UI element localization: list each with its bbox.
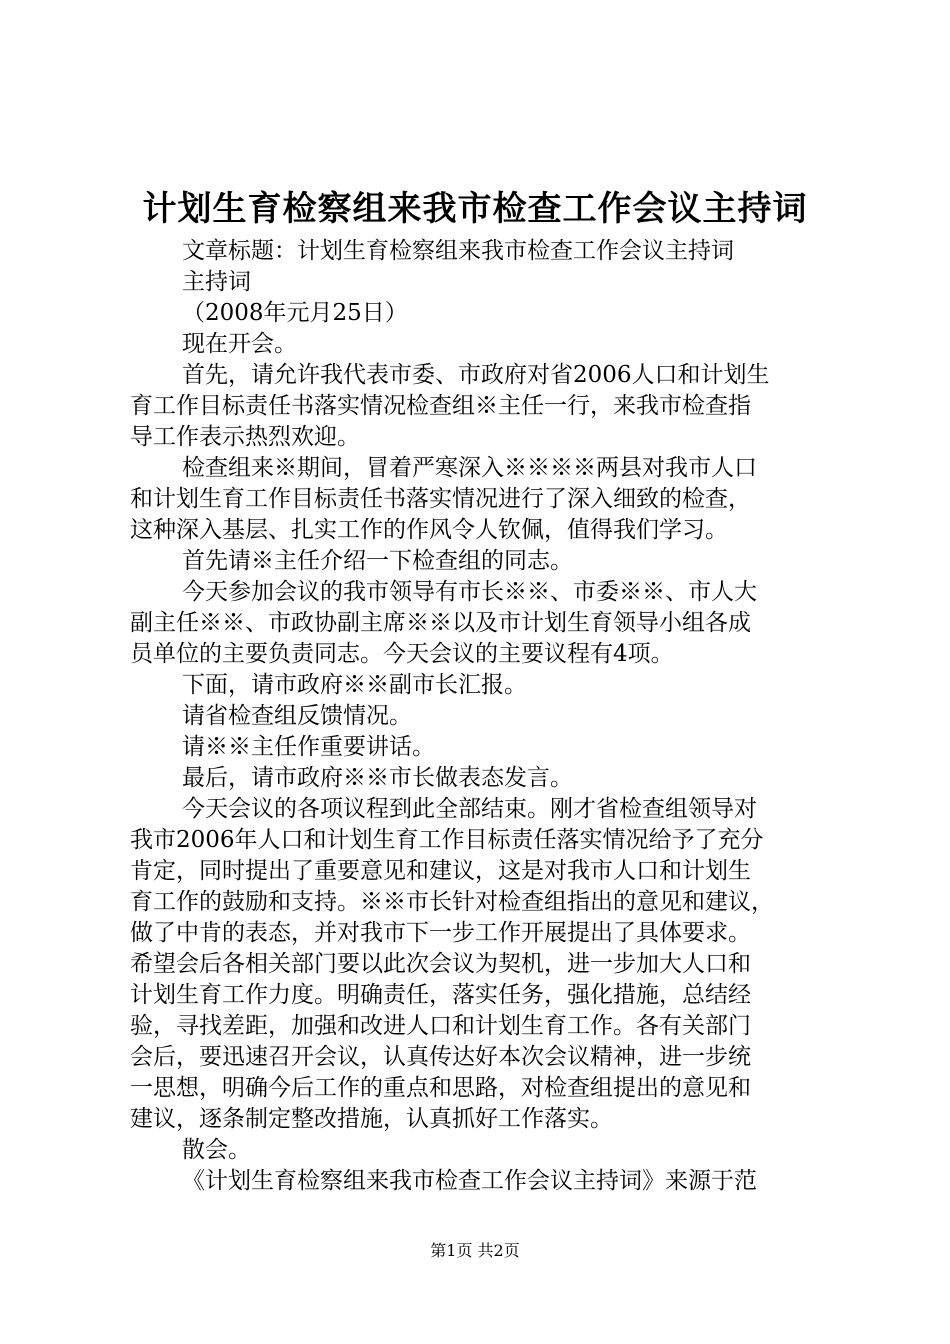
- body-line: 《计划生育检察组来我市检查工作会议主持词》来源于范: [182, 1168, 757, 1194]
- body-line: 我市2006年人口和计划生育工作目标责任落实情况给予了充分: [130, 827, 764, 853]
- body-line: 散会。: [182, 1137, 251, 1163]
- body-line: 育工作目标责任书落实情况检查组※主任一行，来我市检查指: [130, 393, 751, 419]
- body-line: 首先，请允许我代表市委、市政府对省2006人口和计划生: [182, 362, 770, 388]
- page-number-footer: 第1页 共2页: [430, 1241, 520, 1260]
- body-line: 导工作表示热烈欢迎。: [130, 424, 360, 450]
- body-line: 计划生育工作力度。明确责任，落实任务，强化措施，总结经: [130, 982, 751, 1008]
- body-line: 这种深入基层、扎实工作的作风令人钦佩，值得我们学习。: [130, 517, 728, 543]
- document-body: [130, 236, 830, 1197]
- body-line: 和计划生育工作目标责任书落实情况进行了深入细致的检查，: [130, 486, 751, 512]
- body-line: 请省检查组反馈情况。: [182, 703, 412, 729]
- body-line: 希望会后各相关部门要以此次会议为契机，进一步加大人口和: [130, 951, 751, 977]
- body-line: 首先请※主任介绍一下检查组的同志。: [182, 548, 573, 574]
- body-line: 文章标题：计划生育检察组来我市检查工作会议主持词: [182, 238, 734, 264]
- body-line: 员单位的主要负责同志。今天会议的主要议程有4项。: [130, 641, 674, 667]
- body-line: 肯定，同时提出了重要意见和建议，这是对我市人口和计划生: [130, 858, 751, 884]
- body-line: 副主任※※、市政协副主席※※以及市计划生育领导小组各成: [130, 610, 751, 636]
- body-line: 主持词: [182, 269, 251, 295]
- body-line: 请※※主任作重要讲话。: [182, 734, 435, 760]
- body-line: 检查组来※期间，冒着严寒深入※※※※两县对我市人口: [182, 455, 757, 481]
- body-line: 验，寻找差距，加强和改进人口和计划生育工作。各有关部门: [130, 1013, 751, 1039]
- body-line: 建议，逐条制定整改措施，认真抓好工作落实。: [130, 1106, 613, 1132]
- body-line: （2008年元月25日）: [182, 300, 408, 326]
- body-line: 今天参加会议的我市领导有市长※※、市委※※、市人大: [182, 579, 757, 605]
- body-line: 现在开会。: [182, 331, 297, 357]
- body-line: 下面，请市政府※※副市长汇报。: [182, 672, 527, 698]
- body-line: 最后，请市政府※※市长做表态发言。: [182, 765, 573, 791]
- document-title: 计划生育检察组来我市检查工作会议主持词: [142, 189, 808, 229]
- body-line: 做了中肯的表态，并对我市下一步工作开展提出了具体要求。: [130, 920, 751, 946]
- body-line: 今天会议的各项议程到此全部结束。刚才省检查组领导对: [182, 796, 757, 822]
- body-line: 育工作的鼓励和支持。※※市长针对检查组指出的意见和建议，: [130, 889, 774, 915]
- body-line: 会后，要迅速召开会议，认真传达好本次会议精神，进一步统: [130, 1044, 751, 1070]
- body-line: 一思想，明确今后工作的重点和思路，对检查组提出的意见和: [130, 1075, 751, 1101]
